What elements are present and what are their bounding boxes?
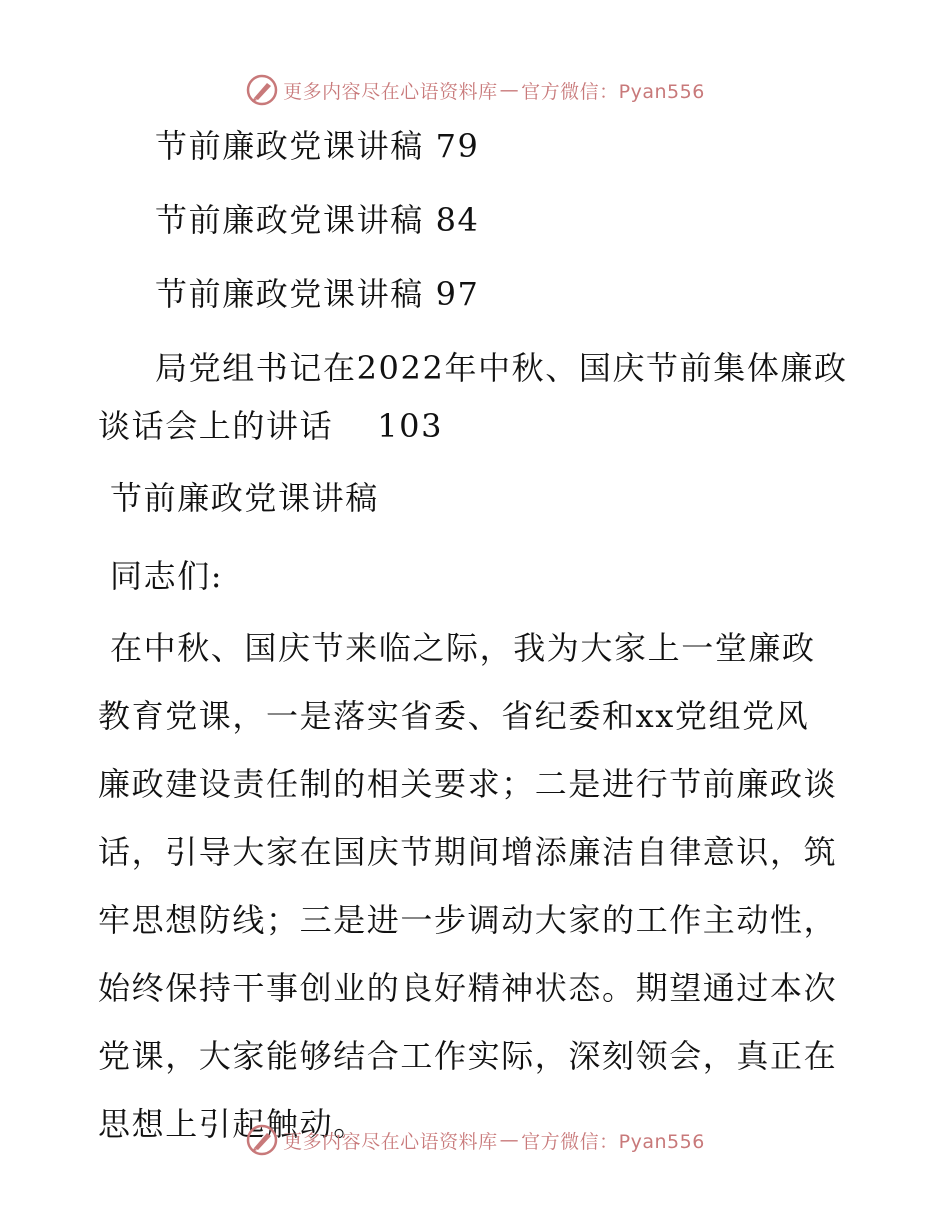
body-line: 廉政建设责任制的相关要求；二是进行节前廉政谈: [98, 765, 838, 803]
salutation: 同志们:: [110, 557, 224, 595]
toc-entry-title: 节前廉政党课讲稿: [155, 201, 424, 239]
watermark-contact: 官方微信：Pyan556: [521, 80, 705, 103]
toc-entry-title: 谈话会上的讲话: [98, 407, 334, 445]
toc-entry-page: 97: [435, 275, 480, 313]
toc-entry-long-line1: 局党组书记在2022年中秋、国庆节前集体廉政: [155, 349, 848, 387]
body-line: 话，引导大家在国庆节期间增添廉洁自律意识，筑: [98, 833, 838, 871]
toc-entry: [155, 200, 480, 240]
toc-entry-page: 84: [435, 201, 480, 239]
body-line: 牢思想防线；三是进一步调动大家的工作主动性，: [98, 901, 838, 939]
body-paragraph: [98, 614, 858, 1158]
watermark-text: 更多内容尽在心语资料库: [283, 1130, 498, 1153]
toc-entry: [155, 274, 480, 314]
watermark-footer: [0, 1120, 950, 1160]
body-line: 在中秋、国庆节来临之际，我为大家上一堂廉政: [110, 629, 816, 667]
body-line: 思想上引起触动。: [98, 1105, 367, 1143]
pen-logo-icon: [245, 1123, 279, 1157]
body-line: 始终保持干事创业的良好精神状态。期望通过本次: [98, 969, 838, 1007]
section-heading: 节前廉政党课讲稿: [110, 479, 379, 517]
toc-entry-page: 79: [435, 127, 480, 165]
body-line: 教育党课，一是落实省委、省纪委和xx党组党风: [98, 697, 810, 735]
toc-entry: [155, 126, 480, 166]
watermark-contact: 官方微信：Pyan556: [521, 1130, 705, 1153]
pen-logo-icon: [245, 73, 279, 107]
toc-entry-title: 节前廉政党课讲稿: [155, 275, 424, 313]
toc-entry-page: 103: [377, 407, 444, 445]
watermark-separator: —: [499, 79, 520, 101]
body-line: 党课，大家能够结合工作实际，深刻领会，真正在: [98, 1037, 838, 1075]
toc-entry-long-line2: [98, 406, 443, 446]
toc-entry-title: 节前廉政党课讲稿: [155, 127, 424, 165]
watermark-text: 更多内容尽在心语资料库: [283, 80, 498, 103]
watermark-separator: —: [499, 1129, 520, 1151]
watermark-header: [0, 70, 950, 110]
